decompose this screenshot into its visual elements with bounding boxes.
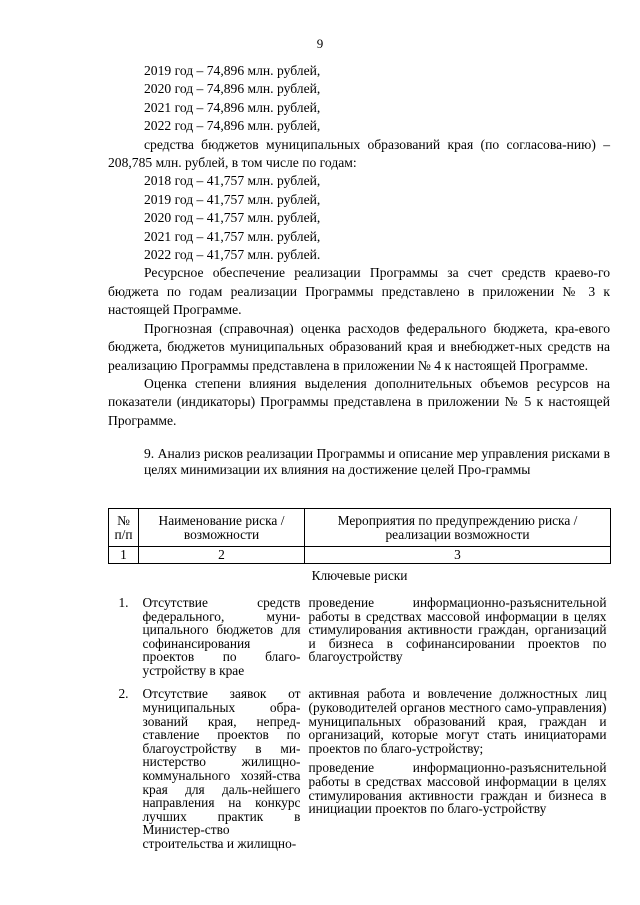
header-number: № п/п (109, 509, 139, 547)
measure-text: проведение информационно-разъяснительной работы в средствах массовой информации в целях стимулирования активности граждан и бизнеса в инициации проектов по благо-устройству (308, 760, 607, 817)
year-list-municipal (108, 172, 610, 264)
section-heading: 9. Анализ рисков реализации Программы и описание мер управления рисками в целях минимизации их влияния на достижение целей Про-граммы (144, 446, 610, 478)
municipal-intro: средства бюджетов муниципальных образований края (по согласова-нию) – 208,785 млн. рублей, в том числе по годам: (108, 136, 610, 171)
paragraph-resources: Ресурсное обеспечение реализации Программы за счет средств краево-го бюджета по годам реализации Программы представлено в приложении № 3 к настоящей Программе. (108, 265, 610, 318)
year-line: 2022 год – 41,757 млн. рублей. (144, 247, 321, 263)
year-line: 2022 год – 74,896 млн. рублей, (144, 118, 321, 134)
measure-text: активная работа и вовлечение должностных лиц (руководителей органов местного само-управления) муниципальных образований края, граждан и организаций, которые могут стать инициаторами проектов по благо-устройству; (308, 686, 607, 756)
year-line: 2020 год – 41,757 млн. рублей, (144, 210, 321, 226)
table-header-row (109, 509, 611, 547)
page-number: 9 (316, 36, 324, 51)
measure-text: проведение информационно-разъяснительной работы в средствах массовой информации в целях стимулирования активности граждан, организаций и бизнеса в софинансировании проектов по благоустройству (308, 594, 607, 665)
table-row (109, 681, 611, 854)
document-body (108, 62, 610, 855)
year-line: 2021 год – 41,757 млн. рублей, (144, 228, 321, 244)
year-line: 2019 год – 74,896 млн. рублей, (144, 63, 321, 78)
column-number: 2 (139, 547, 305, 564)
year-list-federal (108, 62, 610, 136)
row-number: 2. (118, 686, 129, 702)
risk-measures (305, 590, 611, 682)
column-number-row (109, 547, 611, 564)
column-number: 3 (305, 547, 611, 564)
column-number: 1 (109, 547, 139, 564)
year-line: 2021 год – 74,896 млн. рублей, (144, 99, 321, 115)
year-line: 2019 год – 41,757 млн. рублей, (144, 191, 321, 207)
risk-name: Отсутствие средств федерального, муни-ципального бюджетов для софинансирования проектов по благо-устройству в крае (142, 594, 301, 678)
risk-measures (305, 681, 611, 854)
paragraph-forecast: Прогнозная (справочная) оценка расходов федерального бюджета, кра-евого бюджета, бюджетов муниципальных образований края и внебюджет-ных средств на реализацию Программы представлена в приложении № 4 к настоящей Программе. (108, 320, 610, 373)
paragraph-impact: Оценка степени влияния выделения дополнительных объемов ресурсов на показатели (индикаторы) Программы представлена в приложении № 5 к настоящей Программе. (108, 375, 610, 428)
year-line: 2018 год – 41,757 млн. рублей, (144, 173, 321, 189)
header-risk: Наименование риска / возможности (139, 509, 305, 547)
risk-table (108, 508, 611, 854)
header-measures: Мероприятия по предупреждению риска / реализации возможности (305, 509, 611, 547)
table-row (109, 590, 611, 682)
section-label: Ключевые риски (311, 567, 408, 583)
row-number: 1. (118, 594, 129, 610)
section-row (109, 563, 611, 590)
year-line: 2020 год – 74,896 млн. рублей, (144, 81, 321, 97)
risk-name: Отсутствие заявок от муниципальных обра-зований края, непред-ставление проектов по благоустройству в ми-нистерство жилищно-коммунального хозяй-ства края для даль-нейшего направления на конкурс лучших практик в Министер-ство строительства и жилищно- (142, 686, 301, 851)
